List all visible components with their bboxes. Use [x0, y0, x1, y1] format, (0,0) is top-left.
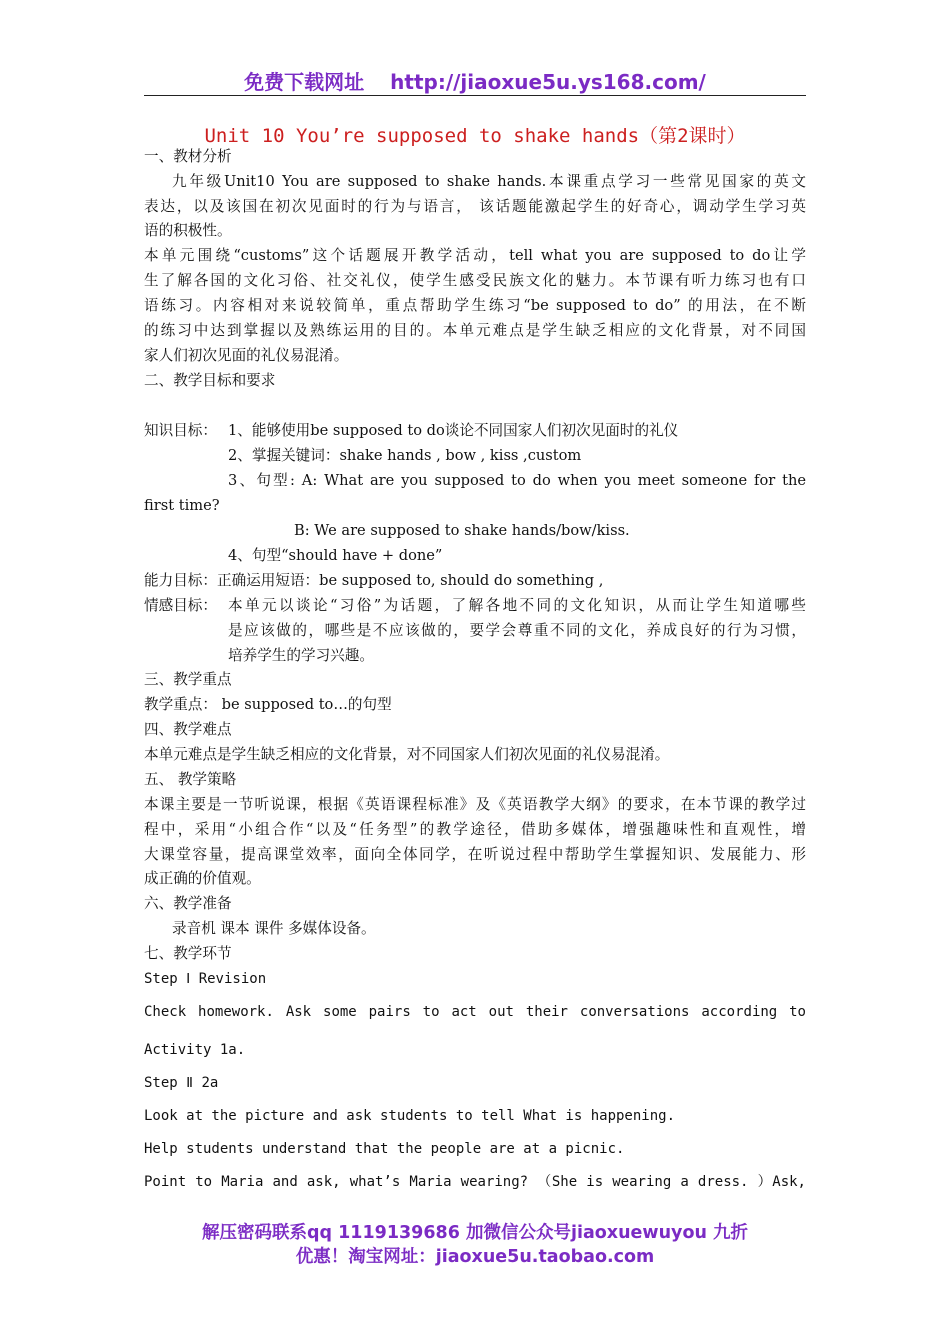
knowledge-item-1: 1、能够使用be supposed to do谈论不同国家人们初次见面时的礼仪: [228, 422, 679, 439]
step-2-point: Point to Maria and ask, what’s Maria wearing? （She is wearing a dress. ）Ask,: [144, 1174, 806, 1190]
emotion-line-2: 是应该做的，哪些是不应该做的，要学会尊重不同的文化，养成良好的行为习惯，: [228, 622, 806, 639]
emotion-label: 情感目标：: [144, 597, 217, 614]
section-1-p2-line-1: 本单元围绕“customs”这个话题展开教学活动，tell what you are supposed to do让学: [144, 247, 806, 264]
step-1-activity: Activity 1a.: [144, 1042, 246, 1058]
section-4-text: 本单元难点是学生缺乏相应的文化背景，对不同国家人们初次见面的礼仪易混淆。: [144, 746, 670, 763]
emotion-line-1: 本单元以谈论“习俗”为话题，了解各地不同的文化知识，从而让学生知道哪些: [228, 597, 806, 614]
section-1-p1-line-3: 语的积极性。: [144, 222, 232, 239]
header-label: 免费下载网址: [244, 70, 365, 94]
section-1-p2-line-3: 语练习。内容相对来说较简单，重点帮助学生练习“be supposed to do” 的用法，在不断: [144, 297, 806, 314]
knowledge-item-4: 4、句型“should have + done”: [228, 547, 443, 564]
emotion-line-3: 培养学生的学习兴趣。: [228, 647, 374, 664]
header-url-link[interactable]: http://jiaoxue5u.ys168.com/: [390, 70, 706, 94]
header-divider: [144, 95, 806, 96]
section-5-line-3: 大课堂容量，提高课堂效率，面向全体同学，在听说过程中帮助学生掌握知识、发展能力、形: [144, 846, 806, 863]
step-2-look: Look at the picture and ask students to tell What is happening.: [144, 1108, 676, 1124]
section-6-text: 录音机 课本 课件 多媒体设备。: [172, 920, 376, 937]
section-1-p1-line-1: 九年级Unit10 You are supposed to shake hands.本课重点学习一些常见国家的英文: [172, 173, 806, 190]
header-banner: [144, 66, 806, 95]
knowledge-item-3-answer: B: We are supposed to shake hands/bow/kiss.: [294, 522, 630, 539]
section-5-line-4: 成正确的价值观。: [144, 870, 261, 887]
section-7-heading: 七、教学环节: [144, 945, 232, 962]
section-1-p2-line-2: 生了解各国的文化习俗、社交礼仪，使学生感受民族文化的魅力。本节课有听力练习也有口: [144, 272, 806, 289]
section-3-heading: 三、教学重点: [144, 671, 232, 688]
ability-goal: 能力目标：正确运用短语：be supposed to, should do something ,: [144, 572, 604, 589]
section-2-heading: 二、教学目标和要求: [144, 372, 276, 389]
section-5-heading: 五、 教学策略: [144, 771, 237, 788]
section-4-heading: 四、教学难点: [144, 721, 232, 738]
knowledge-item-3-cont: first time?: [144, 497, 220, 514]
knowledge-label: 知识目标：: [144, 422, 217, 439]
section-3-text: 教学重点： be supposed to…的句型: [144, 696, 392, 713]
section-5-line-2: 程中，采用“小组合作“以及“任务型”的教学途径，借助多媒体，增强趣味性和直观性，增: [144, 821, 806, 838]
section-1-p2-line-5: 家人们初次见面的礼仪易混淆。: [144, 347, 349, 364]
step-1-heading: Step Ⅰ Revision: [144, 971, 267, 987]
footer-line-2: 优惠！淘宝网址：jiaoxue5u.taobao.com: [295, 1247, 655, 1267]
step-2-help: Help students understand that the people are at a picnic.: [144, 1141, 625, 1157]
section-1-heading: 一、教材分析: [144, 148, 232, 165]
section-1-p2-line-4: 的练习中达到掌握以及熟练运用的目的。本单元难点是学生缺乏相应的文化背景，对不同国: [144, 322, 806, 339]
section-6-heading: 六、教学准备: [144, 895, 232, 912]
section-5-line-1: 本课主要是一节听说课，根据《英语课程标准》及《英语教学大纲》的要求，在本节课的教学过: [144, 796, 806, 813]
step-1-check: Check homework. Ask some pairs to act out their conversations according to: [144, 1004, 806, 1020]
document-title: Unit 10 You’re supposed to shake hands（第2课时）: [204, 125, 746, 147]
section-1-p1-line-2: 表达，以及该国在初次见面时的行为与语言， 该话题能激起学生的好奇心，调动学生学习英: [144, 198, 806, 215]
knowledge-item-2: 2、掌握关键词：shake hands , bow , kiss ,custom: [228, 447, 582, 464]
footer-line-1: 解压密码联系qq 1119139686 加微信公众号jiaoxuewuyou 九折: [201, 1223, 749, 1243]
step-2-heading: Step Ⅱ 2a: [144, 1075, 219, 1091]
knowledge-item-3: 3、句型: A: What are you supposed to do when you meet someone for the: [228, 472, 806, 489]
